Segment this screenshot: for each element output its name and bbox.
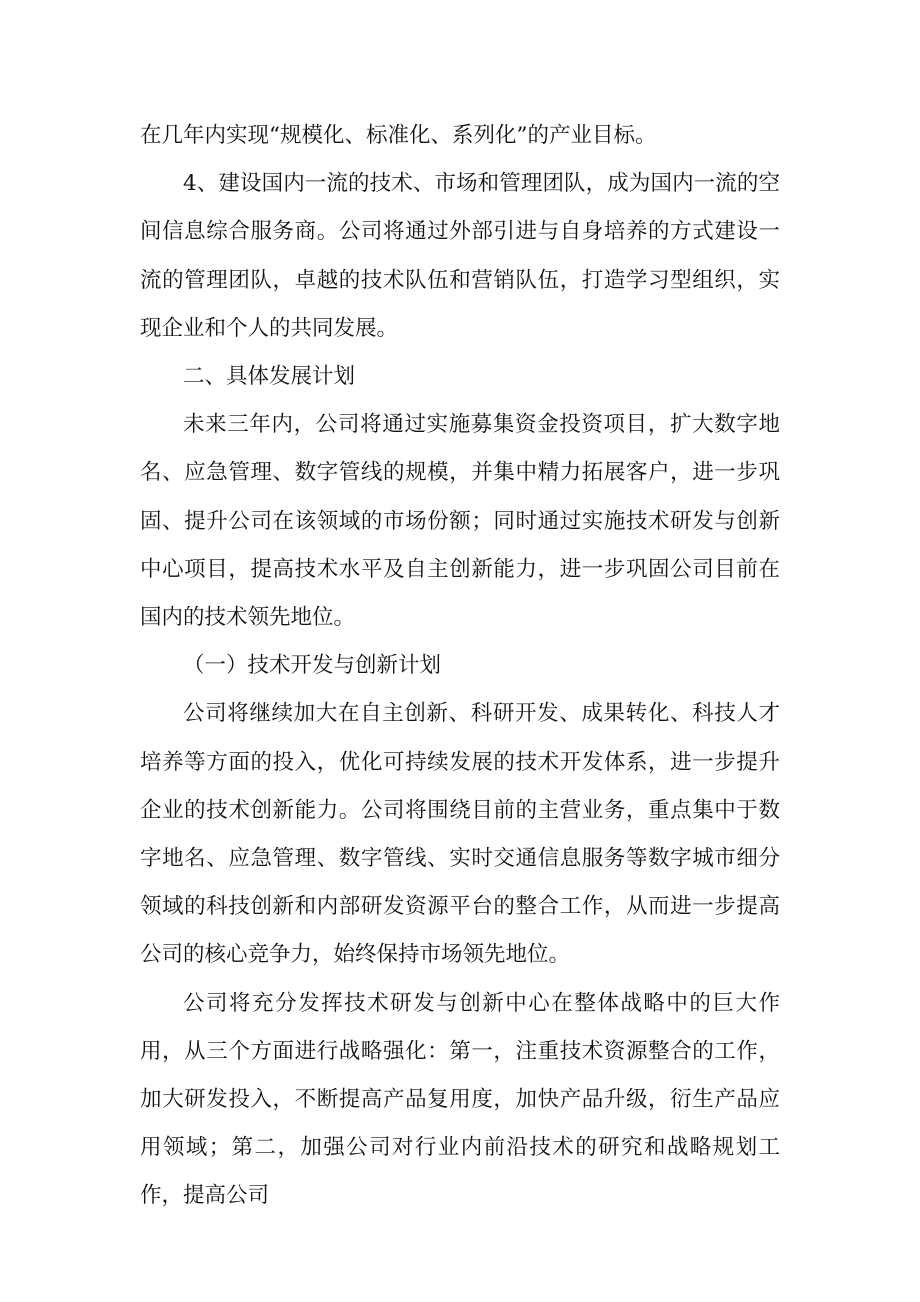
paragraph-item-4: 4、建设国内一流的技术、市场和管理团队，成为国内一流的空间信息综合服务商。公司将通过外部引进与自身培养的方式建设一流的管理团队，卓越的技术队伍和营销队伍，打造学习型组织，实现企业和个人的共同发展。	[140, 171, 780, 341]
paragraph-rd-center: 公司将充分发挥技术研发与创新中心在整体战略中的巨大作用，从三个方面进行战略强化：第一，注重技术资源整合的工作，加大研发投入，不断提高产品复用度，加快产品升级，衍生产品应用领域；第二，加强公司对行业内前沿技术的研究和战略规划工作，提高公司	[140, 990, 780, 1209]
section-heading-2: 二、具体发展计划	[183, 364, 356, 390]
paragraph-plan-overview: 未来三年内，公司将通过实施募集资金投资项目，扩大数字地名、应急管理、数字管线的规模，并集中精力拓展客户，进一步巩固、提升公司在该领域的市场份额；同时通过实施技术研发与创新中心项目，提高技术水平及自主创新能力，进一步巩固公司目前在国内的技术领先地位。	[140, 412, 780, 631]
paragraph-tech-innovation: 公司将继续加大在自主创新、科研开发、成果转化、科技人才培养等方面的投入，优化可持续发展的技术开发体系，进一步提升企业的技术创新能力。公司将围绕目前的主营业务，重点集中于数字地名、应急管理、数字管线、实时交通信息服务等数字城市细分领域的科技创新和内部研发资源平台的整合工作，从而进一步提高公司的核心竞争力，始终保持市场领先地位。	[140, 701, 780, 968]
subsection-heading-1: （一）技术开发与创新计划	[183, 653, 442, 679]
paragraph-continuation: 在几年内实现“规模化、标准化、系列化”的产业目标。	[140, 123, 657, 148]
document-body	[140, 112, 780, 1221]
